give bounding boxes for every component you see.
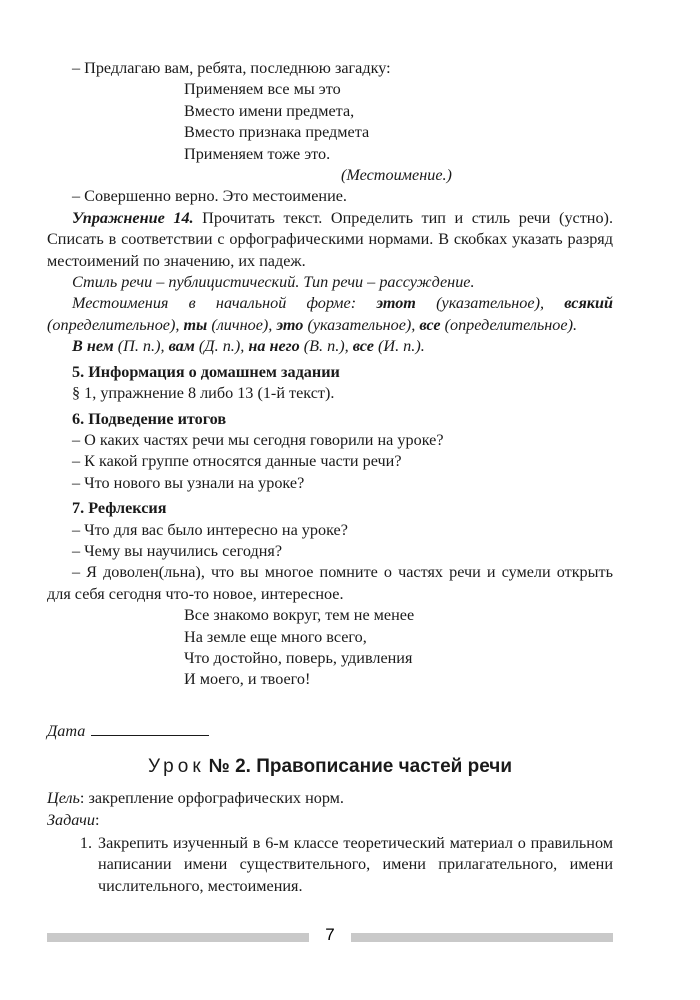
date-blank-line bbox=[91, 723, 209, 736]
summary-question: – О каких частях речи мы сегодня говорили на уроке? bbox=[72, 430, 444, 449]
footer-bar-left bbox=[47, 933, 309, 942]
riddle-intro: – Предлагаю вам, ребята, последнюю загадку: bbox=[72, 59, 391, 77]
goal-text: : закрепление орфографических норм. bbox=[79, 789, 344, 808]
summary-question: – К какой группе относятся данные части речи? bbox=[72, 452, 402, 471]
pronoun-word: это bbox=[276, 315, 304, 334]
footer-bar-right bbox=[351, 933, 613, 942]
exercise-style-line: Стиль речи – публицистический. Тип речи – рассуждение. bbox=[72, 273, 475, 292]
pronoun-note: (указательное), bbox=[415, 294, 565, 313]
lesson-task-item bbox=[47, 833, 613, 897]
pronoun-note: (определительное), bbox=[47, 315, 184, 334]
tasks-label: Задачи bbox=[47, 810, 95, 829]
pronoun-note: (определительное). bbox=[440, 315, 578, 334]
lesson-title bbox=[47, 754, 613, 780]
page-number: 7 bbox=[325, 925, 335, 944]
case-word: вам bbox=[168, 337, 195, 356]
poem-line: Что достойно, поверь, удивления bbox=[184, 648, 413, 667]
page-footer bbox=[47, 925, 613, 948]
summary-heading: 6. Подведение итогов bbox=[72, 409, 227, 428]
summary-question: – Что нового вы узнали на уроке? bbox=[72, 473, 305, 492]
poem-line: Все знакомо вокруг, тем не менее bbox=[184, 606, 415, 625]
lesson-tasks-label bbox=[47, 810, 613, 831]
riddle-line: Применяем все мы это bbox=[184, 80, 341, 99]
lesson-word: Урок bbox=[147, 756, 205, 778]
tasks-colon: : bbox=[95, 810, 100, 829]
poem-line: И моего, и твоего! bbox=[184, 670, 311, 689]
riddle-line: Вместо имени предмета, bbox=[184, 101, 355, 120]
exercise-text: Прочитать текст. Определить тип и стиль речи (устно). Списать в соответствии с орфографическими нормами. В скобках указать разряд местоимений по значению, их падеж. bbox=[47, 208, 613, 270]
date-label: Дата bbox=[47, 721, 86, 740]
reflection-question: – Чему вы научились сегодня? bbox=[72, 541, 283, 560]
reflection-heading: 7. Рефлексия bbox=[72, 499, 167, 518]
case-note: (Д. п.), bbox=[194, 337, 249, 356]
case-word: на него bbox=[248, 337, 300, 356]
pronoun-word: этот bbox=[376, 294, 416, 313]
homework-heading: 5. Информация о домашнем задании bbox=[72, 362, 340, 381]
pronoun-word: все bbox=[419, 315, 441, 334]
poem-line: На земле еще много всего, bbox=[184, 627, 367, 646]
lesson-title-text: № 2. Правописание частей речи bbox=[208, 756, 513, 778]
reflection-closing: – Я доволен(льна), что вы многое помните о частях речи и сумели открыть для себя сегодня что-то новое, интересное. bbox=[47, 563, 613, 603]
goal-label: Цель bbox=[47, 789, 80, 808]
task-text: Закрепить изученный в 6-м классе теоретический материал о правильном написании имени существительного, имени прилагательного, имени числительного, местоимения. bbox=[98, 834, 613, 895]
pronouns-intro: Местоимения в начальной форме: bbox=[72, 294, 377, 313]
riddle-line: Применяем тоже это. bbox=[184, 144, 331, 163]
case-note: (И. п.). bbox=[373, 337, 425, 356]
homework-text: § 1, упражнение 8 либо 13 (1-й текст). bbox=[72, 384, 335, 403]
pronoun-word: ты bbox=[183, 315, 208, 334]
date-field bbox=[47, 721, 613, 742]
riddle-answer: (Местоимение.) bbox=[341, 166, 452, 185]
pronoun-note: (личное), bbox=[207, 315, 277, 334]
reflection-question: – Что для вас было интересно на уроке? bbox=[72, 520, 348, 539]
page-content bbox=[47, 58, 613, 897]
task-number: 1. bbox=[79, 834, 92, 852]
pronoun-note: (указательное), bbox=[303, 315, 420, 334]
pronoun-word: всякий bbox=[564, 294, 613, 313]
exercise-cases bbox=[47, 336, 613, 357]
case-word: В нем bbox=[72, 337, 114, 356]
case-word: все bbox=[352, 337, 374, 356]
riddle-reply: – Совершенно верно. Это местоимение. bbox=[72, 187, 347, 206]
case-note: (В. п.), bbox=[299, 337, 353, 356]
case-note: (П. п.), bbox=[113, 337, 169, 356]
exercise-paragraph bbox=[47, 208, 613, 272]
exercise-label: Упражнение 14. bbox=[72, 208, 194, 227]
exercise-pronouns bbox=[47, 293, 613, 336]
riddle-line: Вместо признака предмета bbox=[184, 123, 370, 142]
lesson-goal bbox=[47, 788, 613, 809]
